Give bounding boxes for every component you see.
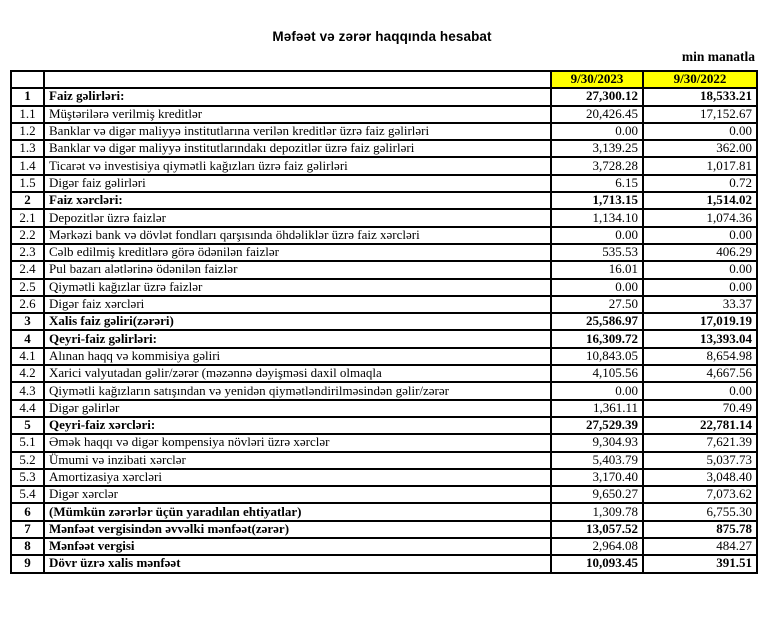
table-row (11, 469, 757, 486)
row-label-cell: Mənfəət vergisindən əvvəlki mənfəət(zərər) (44, 521, 551, 538)
value-2023-cell: 3,170.40 (551, 469, 643, 486)
value-2023-cell: 535.53 (551, 244, 643, 261)
table-row (11, 521, 757, 538)
row-label-cell: Xalis faiz gəliri(zərəri) (44, 313, 551, 330)
row-label-cell: Amortizasiya xərcləri (44, 469, 551, 486)
row-number-cell: 2.6 (11, 296, 44, 313)
row-number-cell: 1.3 (11, 140, 44, 157)
row-number-cell: 5.1 (11, 434, 44, 451)
value-2023-cell: 25,586.97 (551, 313, 643, 330)
value-2023-cell: 13,057.52 (551, 521, 643, 538)
row-number-cell: 5.2 (11, 452, 44, 469)
table-row (11, 555, 757, 572)
profit-loss-table (10, 70, 758, 574)
row-label-cell: Faiz xərcləri: (44, 192, 551, 209)
table-row (11, 452, 757, 469)
row-label-cell: Cəlb edilmiş kreditlərə görə ödənilən faizlər (44, 244, 551, 261)
value-2023-cell: 4,105.56 (551, 365, 643, 382)
table-row (11, 123, 757, 140)
table-row (11, 227, 757, 244)
row-number-cell: 2.4 (11, 261, 44, 278)
corner-cell (11, 71, 44, 88)
table-row (11, 503, 757, 520)
value-2023-cell: 16.01 (551, 261, 643, 278)
row-number-cell: 1.2 (11, 123, 44, 140)
table-row (11, 106, 757, 123)
table-row (11, 140, 757, 157)
row-number-cell: 5.4 (11, 486, 44, 503)
value-2022-cell: 875.78 (643, 521, 757, 538)
value-2022-cell: 0.00 (643, 279, 757, 296)
row-label-cell: Mənfəət vergisi (44, 538, 551, 555)
row-label-cell: Əmək haqqı və digər kompensiya növləri üzrə xərclər (44, 434, 551, 451)
value-2022-cell: 484.27 (643, 538, 757, 555)
value-2023-cell: 20,426.45 (551, 106, 643, 123)
value-2023-cell: 0.00 (551, 123, 643, 140)
value-2022-cell: 1,017.81 (643, 157, 757, 174)
row-label-cell: Digər faiz xərcləri (44, 296, 551, 313)
value-2023-cell: 16,309.72 (551, 330, 643, 347)
row-number-cell: 2 (11, 192, 44, 209)
table-row (11, 486, 757, 503)
table-row (11, 261, 757, 278)
value-2022-cell: 7,073.62 (643, 486, 757, 503)
row-label-cell: Mərkəzi bank və dövlət fondları qarşısında öhdəliklər üzrə faiz xərcləri (44, 227, 551, 244)
value-2023-cell: 1,309.78 (551, 503, 643, 520)
value-2023-cell: 5,403.79 (551, 452, 643, 469)
row-label-cell: (Mümkün zərərlər üçün yaradılan ehtiyatlar) (44, 503, 551, 520)
row-label-cell: Xarici valyutadan gəlir/zərər (məzənnə dəyişməsi daxil olmaqla (44, 365, 551, 382)
table-row (11, 88, 757, 105)
row-number-cell: 7 (11, 521, 44, 538)
table-header-row (11, 71, 757, 88)
value-2023-cell: 0.00 (551, 227, 643, 244)
row-label-cell: Depozitlər üzrə faizlər (44, 209, 551, 226)
row-number-cell: 2.3 (11, 244, 44, 261)
row-number-cell: 1 (11, 88, 44, 105)
value-2023-cell: 0.00 (551, 279, 643, 296)
row-label-cell: Ümumi və inzibati xərclər (44, 452, 551, 469)
row-label-cell: Banklar və digər maliyyə institutlarındakı depozitlər üzrə faiz gəlirləri (44, 140, 551, 157)
row-number-cell: 2.2 (11, 227, 44, 244)
value-2022-cell: 0.72 (643, 175, 757, 192)
value-2023-cell: 10,093.45 (551, 555, 643, 572)
row-label-cell: Faiz gəlirləri: (44, 88, 551, 105)
row-label-cell: Qeyri-faiz xərcləri: (44, 417, 551, 434)
value-2023-cell: 10,843.05 (551, 348, 643, 365)
value-2022-cell: 0.00 (643, 123, 757, 140)
column-header-2023: 9/30/2023 (551, 71, 643, 88)
value-2022-cell: 33.37 (643, 296, 757, 313)
value-2023-cell: 1,361.11 (551, 400, 643, 417)
value-2022-cell: 5,037.73 (643, 452, 757, 469)
row-label-cell: Digər faiz gəlirləri (44, 175, 551, 192)
value-2022-cell: 4,667.56 (643, 365, 757, 382)
value-2023-cell: 9,650.27 (551, 486, 643, 503)
row-number-cell: 5 (11, 417, 44, 434)
table-row (11, 538, 757, 555)
row-number-cell: 5.3 (11, 469, 44, 486)
table-row (11, 209, 757, 226)
table-row (11, 330, 757, 347)
table-row (11, 348, 757, 365)
column-header-2022: 9/30/2022 (643, 71, 757, 88)
row-label-cell: Müştərilərə verilmiş kreditlər (44, 106, 551, 123)
row-number-cell: 4.2 (11, 365, 44, 382)
description-header-cell (44, 71, 551, 88)
row-number-cell: 1.1 (11, 106, 44, 123)
row-label-cell: Dövr üzrə xalis mənfəət (44, 555, 551, 572)
document-title: Məfəət və zərər haqqında hesabat (272, 29, 492, 44)
value-2023-cell: 0.00 (551, 382, 643, 399)
table-row (11, 434, 757, 451)
row-label-cell: Pul bazarı alətlərinə ödənilən faizlər (44, 261, 551, 278)
row-number-cell: 4 (11, 330, 44, 347)
table-row (11, 175, 757, 192)
table-row (11, 400, 757, 417)
row-number-cell: 1.5 (11, 175, 44, 192)
row-number-cell: 2.5 (11, 279, 44, 296)
value-2022-cell: 70.49 (643, 400, 757, 417)
table-row (11, 313, 757, 330)
row-label-cell: Banklar və digər maliyyə institutlarına verilən kreditlər üzrə faiz gəlirləri (44, 123, 551, 140)
table-row (11, 365, 757, 382)
value-2022-cell: 7,621.39 (643, 434, 757, 451)
unit-note: min manatla (681, 49, 755, 64)
value-2023-cell: 1,713.15 (551, 192, 643, 209)
value-2022-cell: 362.00 (643, 140, 757, 157)
row-number-cell: 2.1 (11, 209, 44, 226)
value-2023-cell: 9,304.93 (551, 434, 643, 451)
value-2023-cell: 2,964.08 (551, 538, 643, 555)
value-2022-cell: 17,152.67 (643, 106, 757, 123)
row-number-cell: 1.4 (11, 157, 44, 174)
value-2022-cell: 0.00 (643, 261, 757, 278)
value-2023-cell: 3,728.28 (551, 157, 643, 174)
value-2022-cell: 18,533.21 (643, 88, 757, 105)
table-row (11, 417, 757, 434)
row-label-cell: Qeyri-faiz gəlirləri: (44, 330, 551, 347)
row-number-cell: 4.4 (11, 400, 44, 417)
value-2022-cell: 17,019.19 (643, 313, 757, 330)
value-2023-cell: 6.15 (551, 175, 643, 192)
value-2022-cell: 406.29 (643, 244, 757, 261)
row-label-cell: Digər gəlirlər (44, 400, 551, 417)
row-number-cell: 9 (11, 555, 44, 572)
row-label-cell: Ticarət və investisiya qiymətli kağızları üzrə faiz gəlirləri (44, 157, 551, 174)
row-number-cell: 6 (11, 503, 44, 520)
value-2022-cell: 0.00 (643, 382, 757, 399)
table-row (11, 279, 757, 296)
value-2022-cell: 22,781.14 (643, 417, 757, 434)
value-2023-cell: 27,300.12 (551, 88, 643, 105)
value-2022-cell: 3,048.40 (643, 469, 757, 486)
row-number-cell: 4.3 (11, 382, 44, 399)
table-row (11, 244, 757, 261)
row-number-cell: 3 (11, 313, 44, 330)
row-number-cell: 8 (11, 538, 44, 555)
value-2022-cell: 1,514.02 (643, 192, 757, 209)
table-row (11, 382, 757, 399)
row-label-cell: Qiymətli kağızlar üzrə faizlər (44, 279, 551, 296)
row-label-cell: Alınan haqq və kommisiya gəliri (44, 348, 551, 365)
row-label-cell: Qiymətli kağızların satışından və yenidən qiymətləndirilməsindən gəlir/zərər (44, 382, 551, 399)
row-label-cell: Digər xərclər (44, 486, 551, 503)
table-row (11, 192, 757, 209)
value-2023-cell: 1,134.10 (551, 209, 643, 226)
value-2023-cell: 27.50 (551, 296, 643, 313)
table-row (11, 157, 757, 174)
value-2022-cell: 13,393.04 (643, 330, 757, 347)
table-body (11, 88, 757, 572)
value-2022-cell: 8,654.98 (643, 348, 757, 365)
value-2023-cell: 27,529.39 (551, 417, 643, 434)
row-number-cell: 4.1 (11, 348, 44, 365)
value-2022-cell: 6,755.30 (643, 503, 757, 520)
value-2022-cell: 0.00 (643, 227, 757, 244)
value-2022-cell: 391.51 (643, 555, 757, 572)
value-2022-cell: 1,074.36 (643, 209, 757, 226)
table-row (11, 296, 757, 313)
value-2023-cell: 3,139.25 (551, 140, 643, 157)
